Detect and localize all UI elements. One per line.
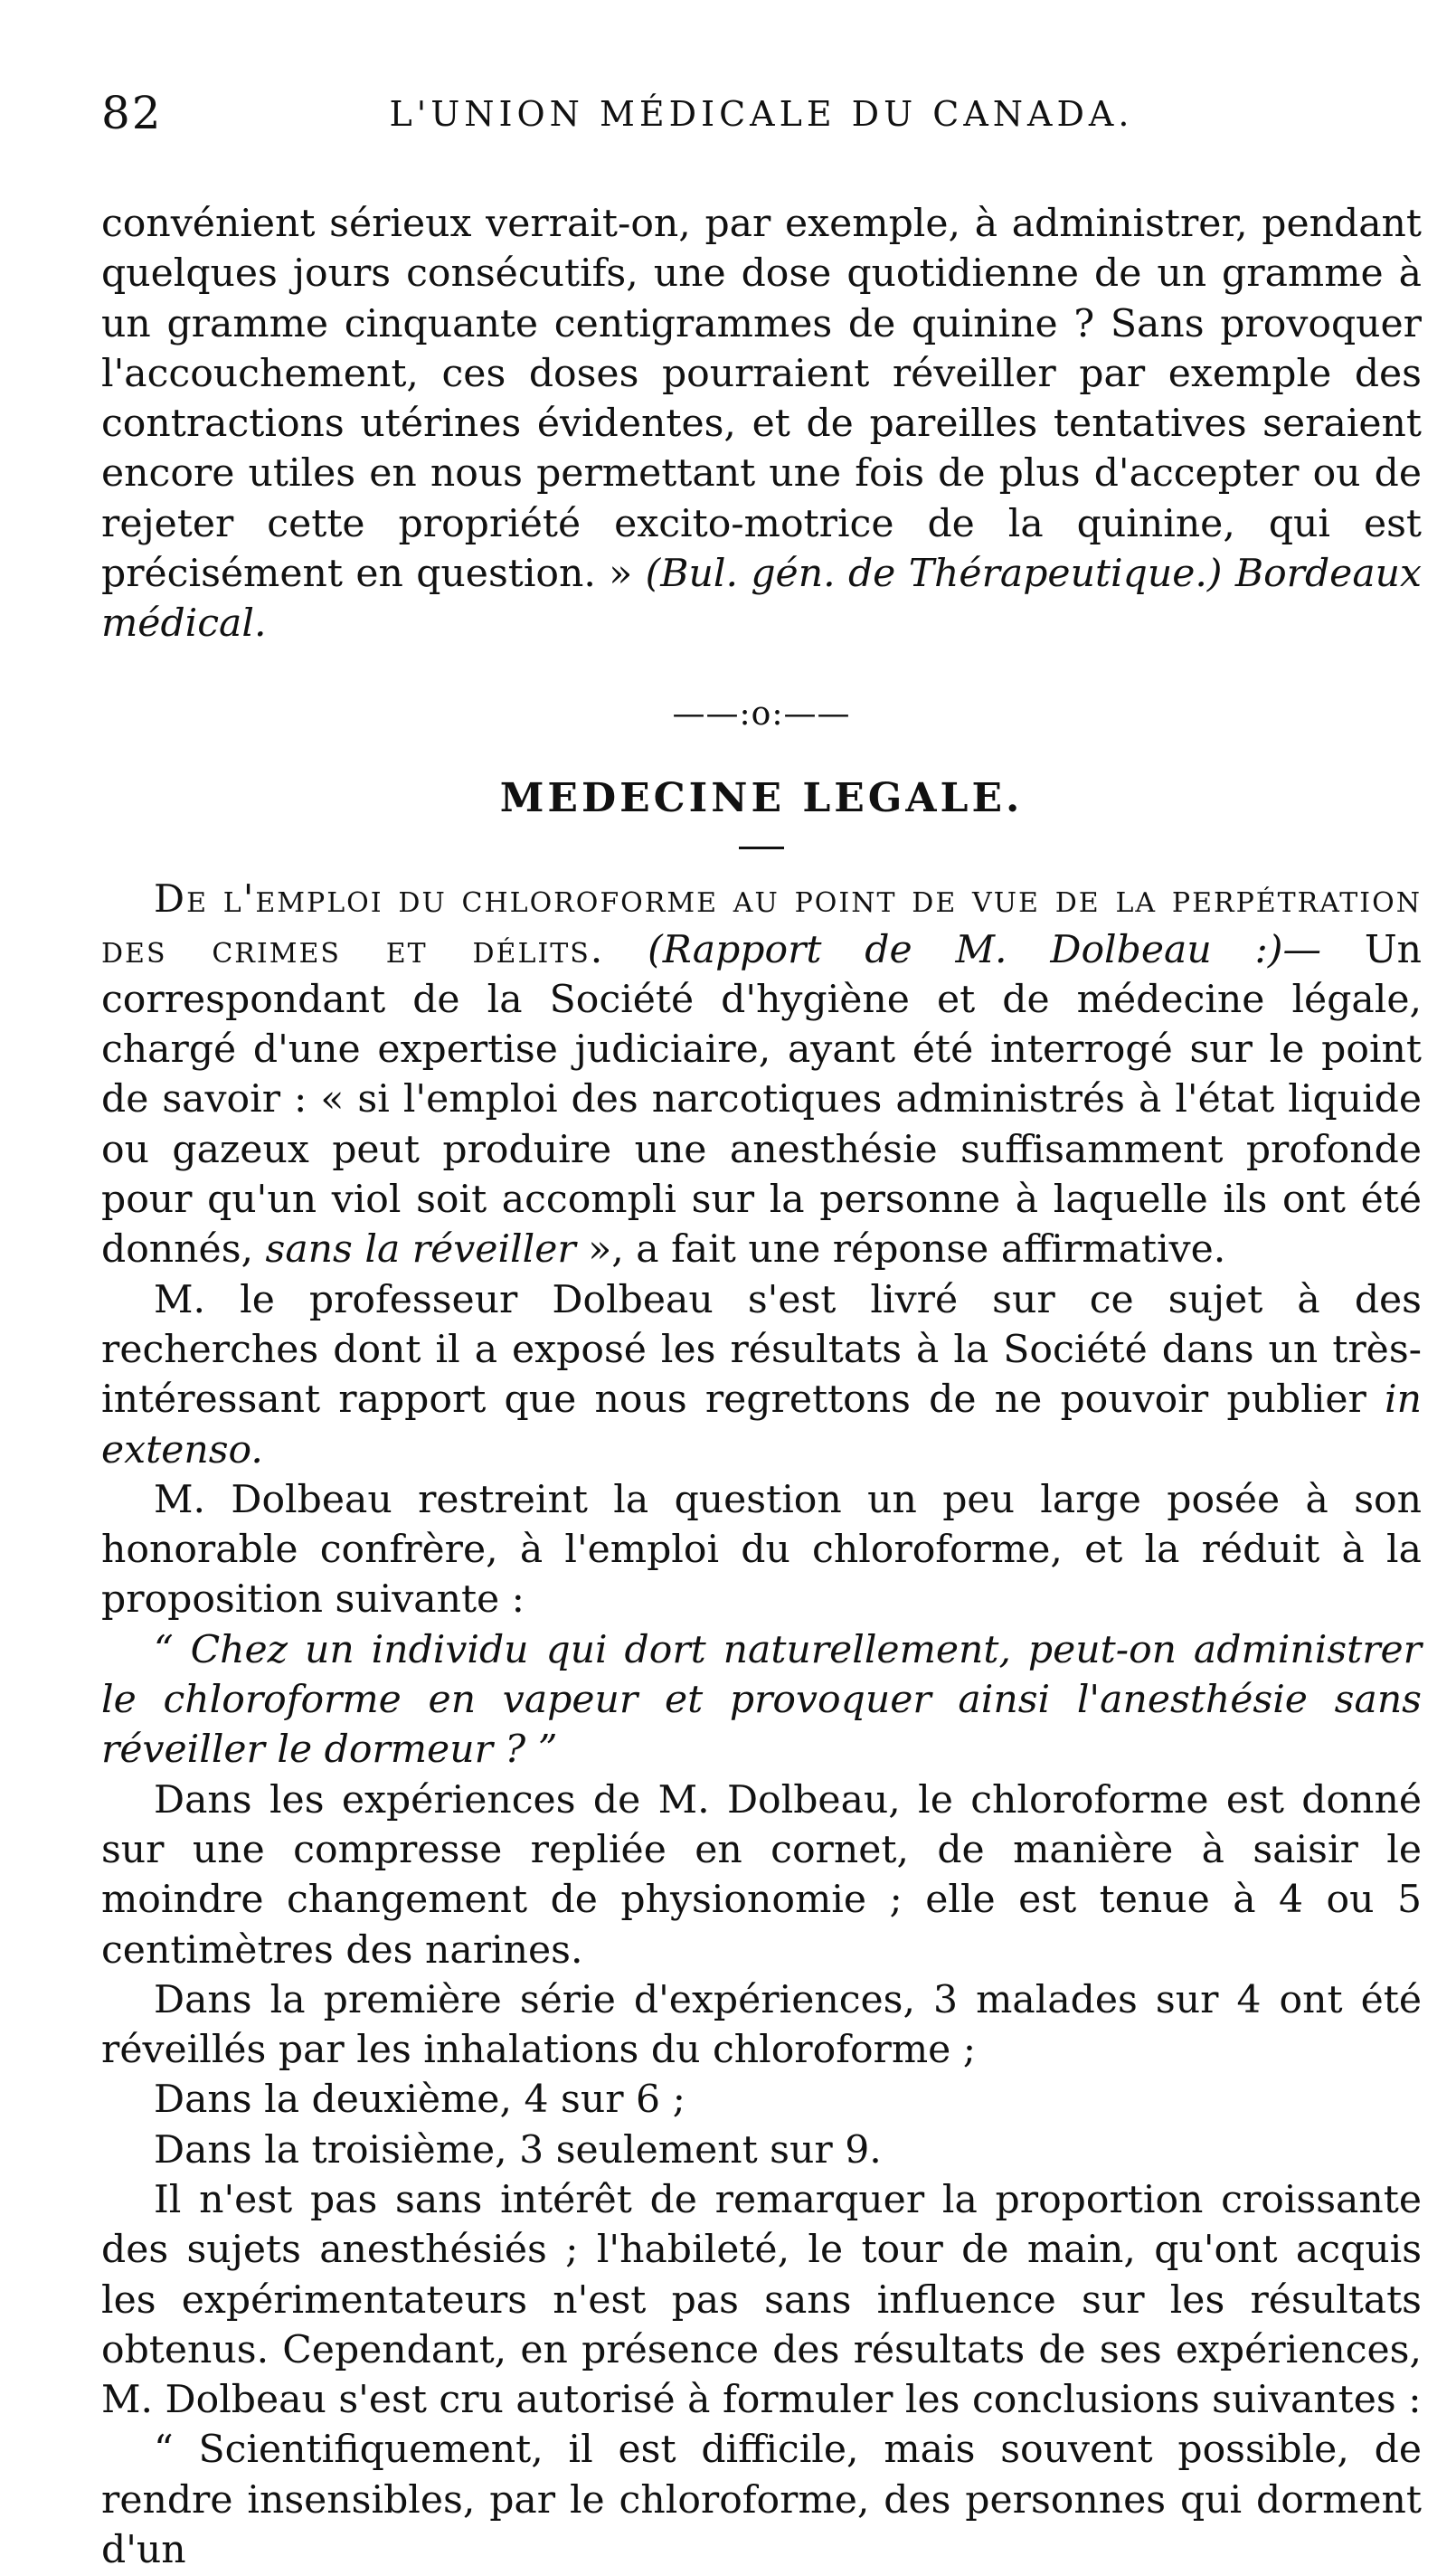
intro-text: convénient sérieux verrait-on, par exemple, à administrer, pendant quelques jours consécutifs, une dose quotidienne de un gramme à un gramme cinquante centigrammes de quinine ? Sans provoquer l'accouchement, ces doses pourraient réveiller par exemple des contractions utérines évidentes, et de pareilles tentatives seraient encore utiles en nous permettant une fois de plus d'accepter ou de rejeter cette propriété excito-motrice de la quinine, qui est précisément en question. » — [101, 202, 1422, 597]
article-title: De l'emploi du chloroforme au point de vue de la perpétration des crimes et délits. — [101, 877, 1422, 972]
paragraph-2-italic: in extenso. — [101, 1377, 1423, 1472]
intro-paragraph — [101, 199, 1422, 649]
page-number: 82 — [101, 87, 163, 139]
intro-source: Bordeaux médical. — [101, 552, 1423, 647]
section-separator: ——:o:—— — [672, 695, 851, 733]
paragraph-8: Il n'est pas sans intérêt de remarquer la proportion croissante des sujets anesthésiés ; l'habileté, le tour de main, qu'ont acquis les expérimentateurs n'est pas sans influence sur les résultats obtenus. Cependant, en présence des résultats de ses expériences, M. Dolbeau s'est cru autorisé à formuler les conclusions suivantes : — [101, 2177, 1422, 2423]
paragraph-1-italic: sans la réveiller — [265, 1227, 576, 1273]
section-heading: MEDECINE LEGALE. — [499, 774, 1024, 821]
quoted-question: “ Chez un individu qui dort naturellement, peut-on administrer le chloroforme en vapeur et provoquer ainsi l'anesthésie sans réveiller le dormeur ? ” — [101, 1627, 1422, 1773]
heading-rule — [739, 847, 784, 849]
paragraph-5: Dans la première série d'expériences, 3 malades sur 4 ont été réveillés par les inhalations du chloroforme ; — [101, 1977, 1422, 2073]
paragraph-1-text: Un correspondant de la Société d'hygiène et de médecine légale, chargé d'une expertise judiciaire, ayant été interrogé sur le point de savoir : « si l'emploi des narcotiques administrés à l'état liquide ou gazeux peut produire une anesthésie suffisamment profonde pour qu'un viol soit accompli sur la personne à laquelle ils ont été donnés, — [101, 927, 1423, 1273]
paragraph-3: M. Dolbeau restreint la question un peu large posée à son honorable confrère, à l'emploi du chloroforme, et la réduit à la proposition suivante : — [101, 1477, 1422, 1623]
intro-citation: (Bul. gén. de Thérapeutique.) — [645, 552, 1223, 597]
running-title: L'UNION MÉDICALE DU CANADA. — [389, 94, 1134, 134]
paragraph-2-text: M. le professeur Dolbeau s'est livré sur ce sujet à des recherches dont il a exposé les résultats à la Société dans un très-intéressant rapport que nous regrettons de ne pouvoir publier — [101, 1277, 1422, 1423]
paragraph-7: Dans la troisième, 3 seulement sur 9. — [154, 2127, 882, 2173]
page-header — [101, 87, 1422, 150]
paragraph-2 — [101, 1275, 1422, 1475]
page-body — [101, 199, 1422, 2575]
paragraph-9: “ Scientifiquement, il est difficile, mais souvent possible, de rendre insensibles, par le chloroforme, des personnes qui dorment d'un — [101, 2428, 1422, 2573]
paragraph-4: Dans les expériences de M. Dolbeau, le chloroforme est donné sur une compresse repliée en cornet, de manière à saisir le moindre changement de physionomie ; elle est tenue à 4 ou 5 centimètres des narines. — [101, 1777, 1422, 1973]
article-first-paragraph — [101, 875, 1422, 1274]
article-source: (Rapport de M. Dolbeau :)— — [648, 927, 1321, 972]
paragraph-6: Dans la deuxième, 4 sur 6 ; — [154, 2078, 685, 2123]
paragraph-1-end: », a fait une réponse affirmative. — [588, 1227, 1226, 1273]
